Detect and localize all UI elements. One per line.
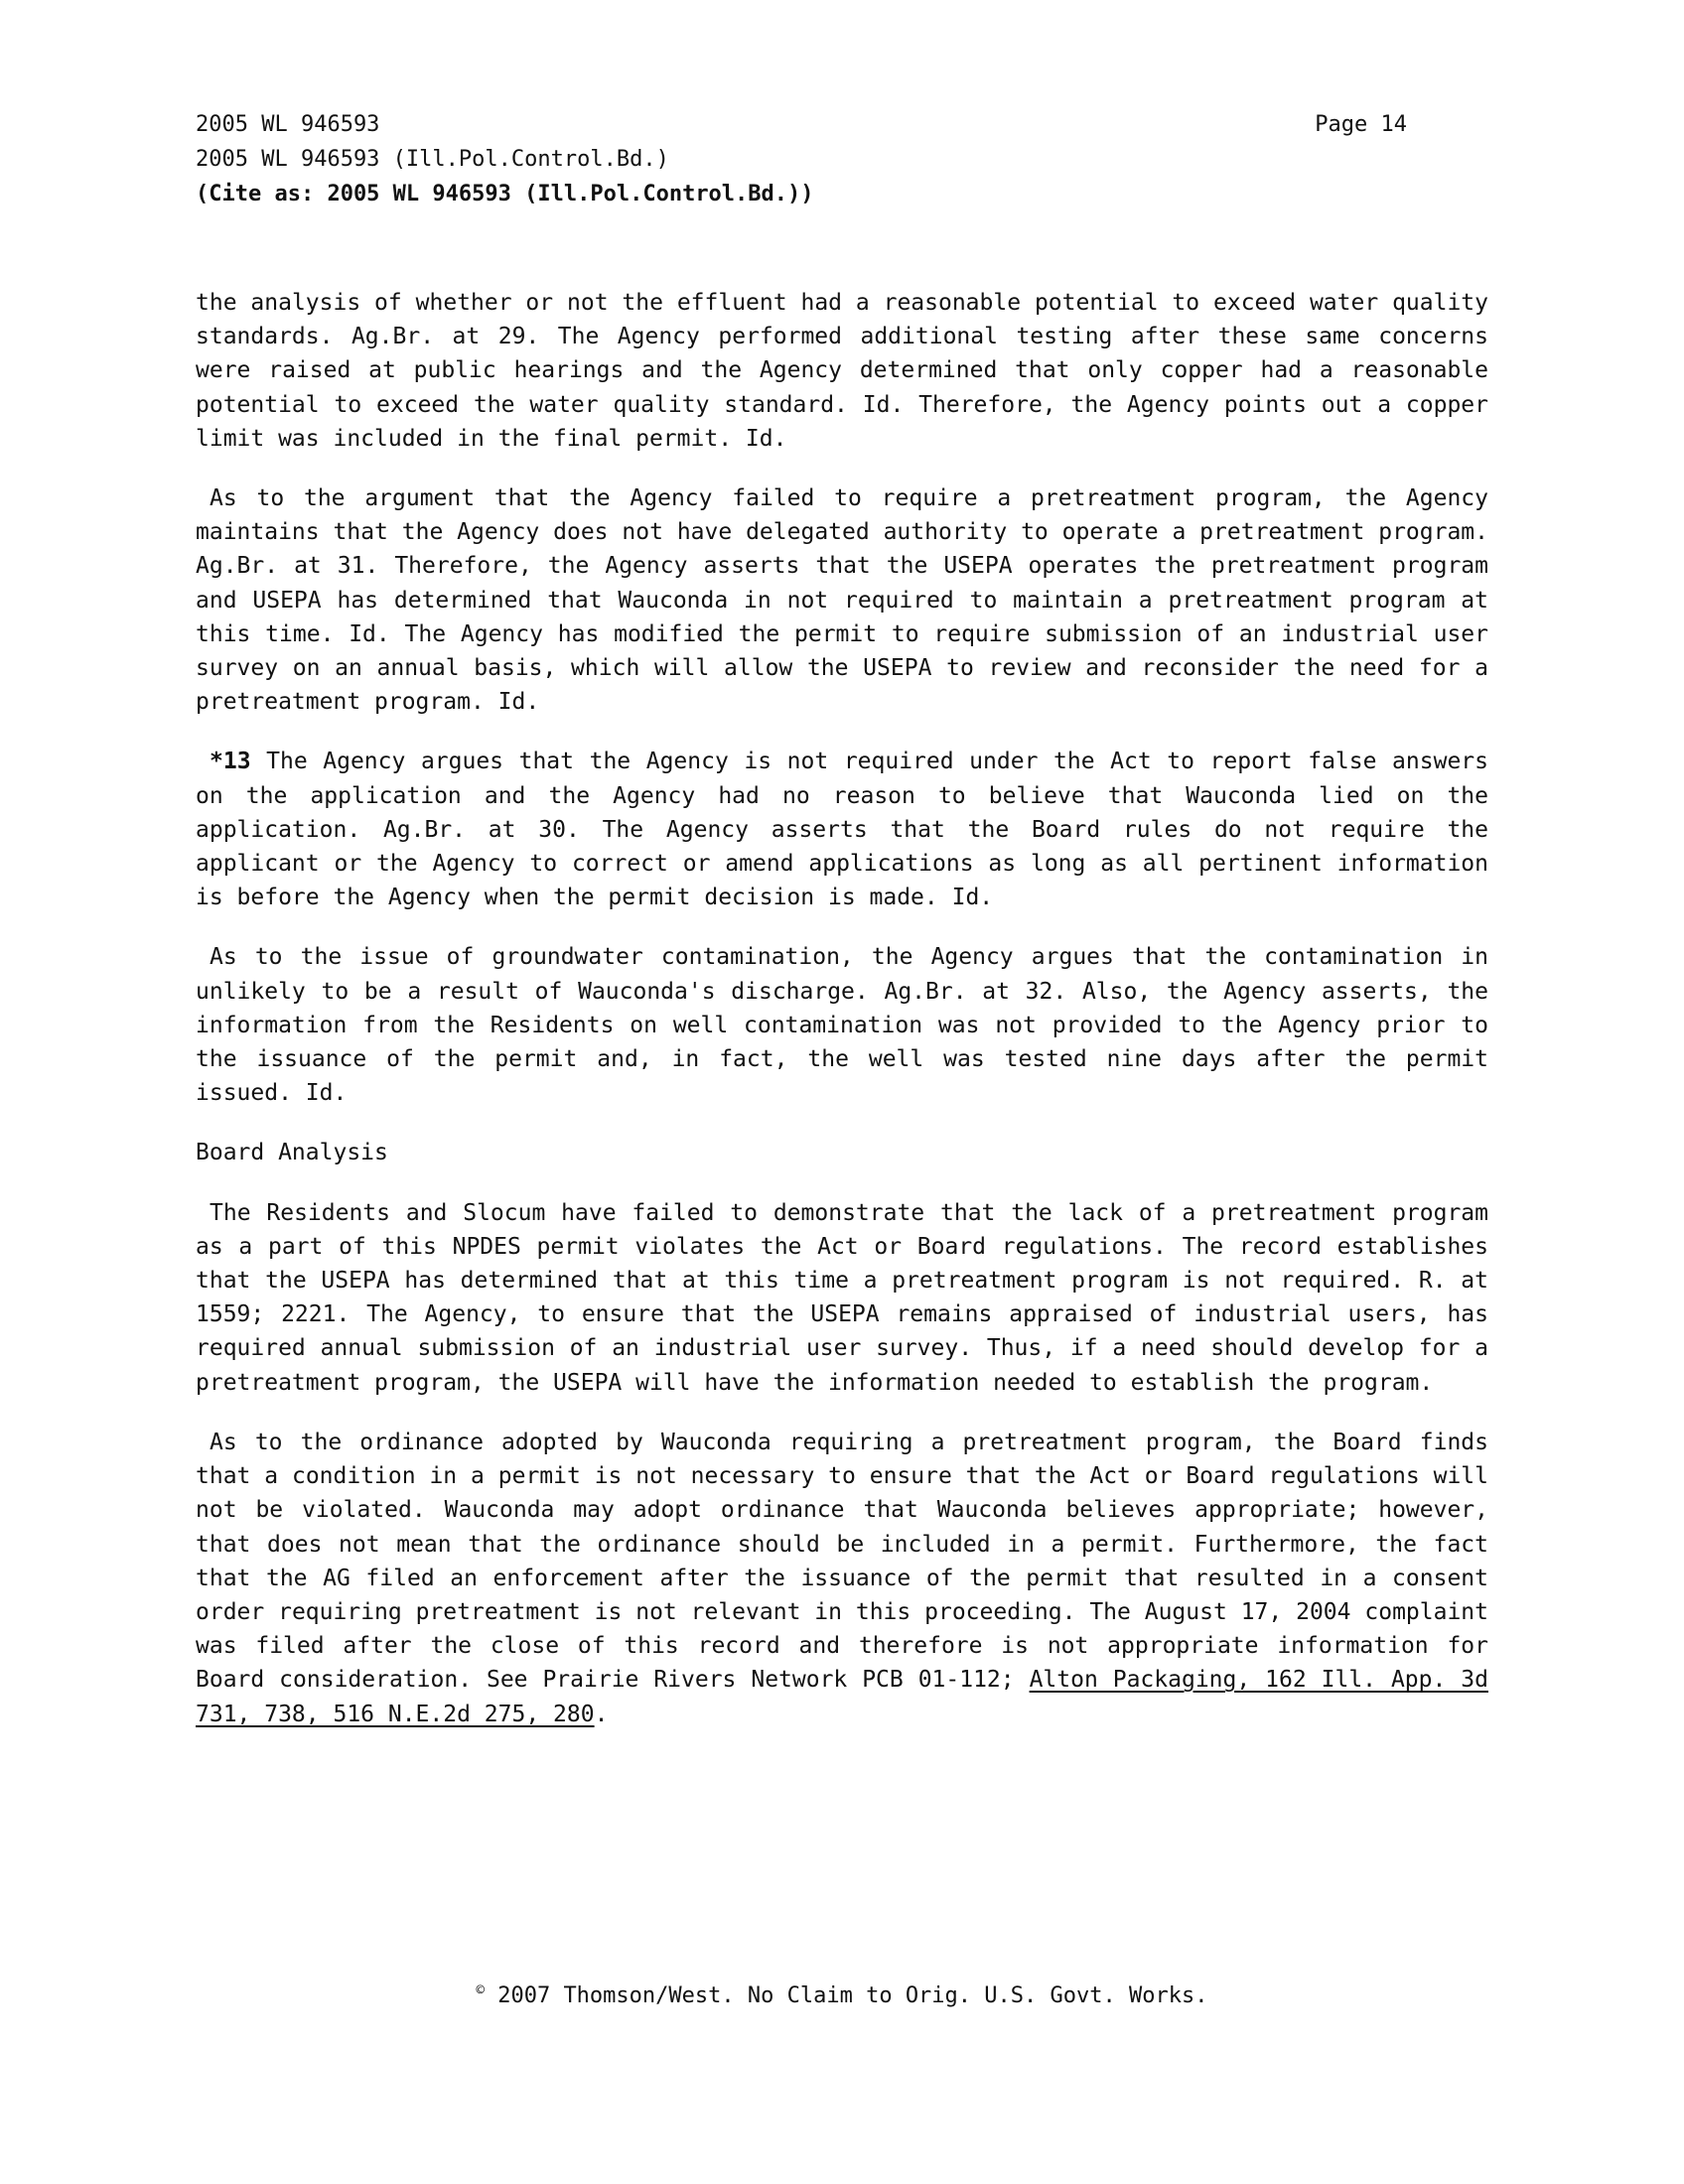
- document-header: [196, 107, 1407, 211]
- paragraph-1: the analysis of whether or not the effluent had a reasonable potential to exceed water quality standards. Ag.Br. at 29. The Agency performed additional testing after these same concerns were raised at public hearings and the Agency determined that only copper had a reasonable potential to exceed the water quality standard. Id. Therefore, the Agency points out a copper limit was included in the final permit. Id.: [196, 290, 1488, 452]
- copyright-text: 2007 Thomson/West. No Claim to Orig. U.S. Govt. Works.: [484, 1983, 1208, 2008]
- section-heading: Board Analysis: [196, 1140, 388, 1166]
- page-number: Page 14: [1315, 112, 1407, 137]
- cite-as: (Cite as: 2005 WL 946593 (Ill.Pol.Control.Bd.)): [196, 182, 814, 206]
- doc-id-court: 2005 WL 946593 (Ill.Pol.Control.Bd.): [196, 147, 669, 172]
- star-page-marker: *13: [210, 749, 251, 775]
- paragraph-4: As to the issue of groundwater contamination, the Agency argues that the contamination in unlikely to be a result of Wauconda's discharge. Ag.Br. at 32. Also, the Agency asserts, the information from the Residents on well contamination was not provided to the Agency prior to the issuance of the permit and, in fact, the well was tested nine days after the permit issued. Id.: [196, 944, 1488, 1107]
- paragraph-6: [196, 1426, 1488, 1731]
- paragraph-3: [196, 745, 1488, 914]
- paragraph-3-text: The Agency argues that the Agency is not required under the Act to report false answers on the application and the Agency had no reason to believe that Wauconda lied on the application. Ag.Br. at 30. The Agency asserts that the Board rules do not require the applicant or the Agency to correct or amend applications as long as all pertinent information is before the Agency when the permit decision is made. Id.: [196, 749, 1488, 911]
- case-citation-link[interactable]: Alton Packaging, 162 Ill. App. 3d 731, 738, 516 N.E.2d 275, 280: [196, 1667, 1488, 1727]
- copyright-symbol: ©: [476, 1982, 485, 1998]
- paragraph-6-text: As to the ordinance adopted by Wauconda requiring a pretreatment program, the Board finds that a condition in a permit is not necessary to ensure that the Act or Board regulations will not be violated. Wauconda may adopt ordinance that Wauconda believes appropriate; however, that does not mean that the ordinance should be included in a permit. Furthermore, the fact that the AG filed an enforcement after the issuance of the permit that resulted in a consent order requiring pretreatment is not relevant in this proceeding. The August 17, 2004 complaint was filed after the close of this record and therefore is not appropriate information for Board consideration. See Prairie Rivers Network PCB 01-112;: [196, 1429, 1488, 1694]
- copyright-footer: [0, 1976, 1684, 2011]
- doc-id: 2005 WL 946593: [196, 112, 380, 137]
- document-body: [196, 286, 1488, 1757]
- paragraph-2: As to the argument that the Agency failed to require a pretreatment program, the Agency maintains that the Agency does not have delegated authority to operate a pretreatment program. Ag.Br. at 31. Therefore, the Agency asserts that the USEPA operates the pretreatment program and USEPA has determined that Wauconda in not required to maintain a pretreatment program at this time. Id. The Agency has modified the permit to require submission of an industrial user survey on an annual basis, which will allow the USEPA to review and reconsider the need for a pretreatment program. Id.: [196, 485, 1488, 716]
- paragraph-5: The Residents and Slocum have failed to demonstrate that the lack of a pretreatment program as a part of this NPDES permit violates the Act or Board regulations. The record establishes that the USEPA has determined that at this time a pretreatment program is not required. R. at 1559; 2221. The Agency, to ensure that the USEPA remains appraised of industrial users, has required annual submission of an industrial user survey. Thus, if a need should develop for a pretreatment program, the USEPA will have the information needed to establish the program.: [196, 1199, 1488, 1396]
- paragraph-6-end: .: [594, 1701, 609, 1727]
